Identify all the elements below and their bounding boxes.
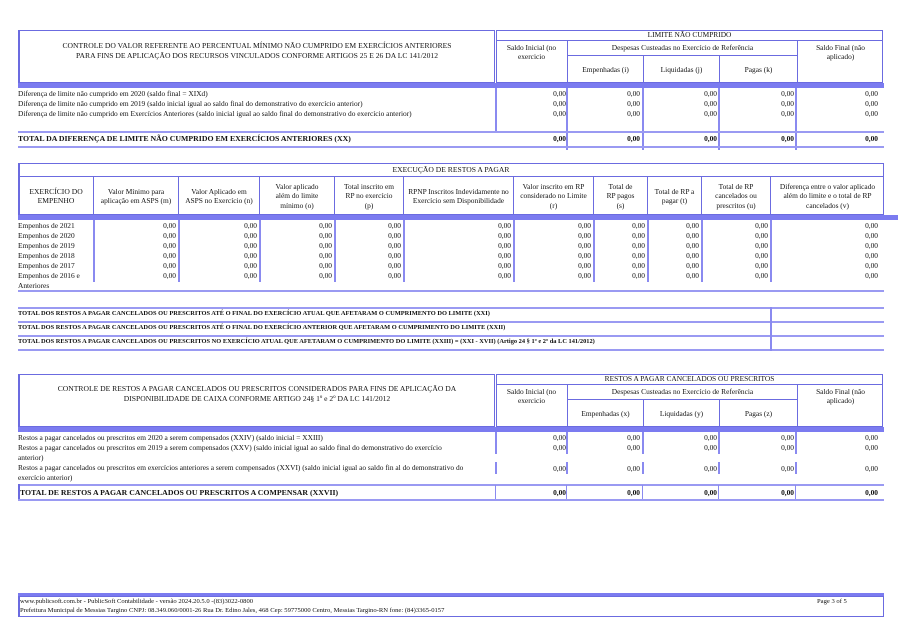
separator xyxy=(566,432,568,454)
section3-group-header: RESTOS A PAGAR CANCELADOS OU PRESCRITOS xyxy=(496,374,883,385)
section2-value: 0,00 xyxy=(632,251,645,260)
section2-value: 0,00 xyxy=(388,241,401,250)
section2-value: 0,00 xyxy=(632,271,645,280)
section1-total-label: TOTAL DA DIFERENÇA DE LIMITE NÃO CUMPRIDO EM EXERCÍCIOS ANTERIORES (XX) xyxy=(18,134,351,143)
section2-value: 0,00 xyxy=(163,261,176,270)
section2-value: 0,00 xyxy=(319,221,332,230)
separator xyxy=(718,485,719,499)
section1-value: 0,00 xyxy=(865,109,878,118)
section2-value: 0,00 xyxy=(163,271,176,280)
separator xyxy=(642,432,644,454)
section3-row-label: Restos a pagar cancelados ou prescritos em 2019 a serem compensados (XXV) (saldo inicial igual ao saldo final do demonstrativo do exercício anterior) xyxy=(18,443,442,462)
section1-despesas-header: Despesas Custeadas no Exercício de Referência xyxy=(568,41,797,56)
section1-total-value: 0,00 xyxy=(553,134,566,143)
section2-col-t: Total de RP a pagar (t) xyxy=(648,177,702,215)
section2-value: 0,00 xyxy=(319,271,332,280)
separator xyxy=(642,88,644,150)
separator xyxy=(795,88,797,150)
section2-row-label: Empenhos de 2019 xyxy=(18,241,75,250)
section1-total-rule-bottom xyxy=(18,146,884,148)
separator xyxy=(495,432,497,454)
section2-col-o: Valor aplicado além do limite mínimo (o) xyxy=(260,177,335,215)
separator xyxy=(718,432,720,454)
section2-group-header: EXECUÇÃO DE RESTOS A PAGAR xyxy=(18,163,884,177)
totals-rule xyxy=(18,349,884,351)
total-xxii-label: TOTAL DOS RESTOS A PAGAR CANCELADOS OU PRESCRITOS ATÉ O FINAL DO EXERCÍCIO ANTERIOR QUE AFETARAM O CUMPRIMENTO DO LIMITE (XXII) xyxy=(18,324,506,331)
section2-bottom-rule xyxy=(18,290,884,292)
section3-col-empenhadas: Empenhadas (x) xyxy=(568,400,644,427)
separator xyxy=(795,432,797,454)
section3-value: 0,00 xyxy=(781,443,794,452)
section3-col-saldo-final: Saldo Final (não aplicado) xyxy=(797,385,883,427)
section2-value: 0,00 xyxy=(755,271,768,280)
section3-total-value: 0,00 xyxy=(781,488,794,497)
separator xyxy=(770,307,772,351)
section2-col-rpnp: RPNP Inscritos Indevidamente no Exercício sem Disponibilidade xyxy=(404,177,514,215)
section1-value: 0,00 xyxy=(781,89,794,98)
totals-rule xyxy=(18,307,884,309)
section2-value: 0,00 xyxy=(319,241,332,250)
section2-value: 0,00 xyxy=(578,231,591,240)
section2-col-exercicio: EXERCÍCIO DO EMPENHO xyxy=(19,177,94,215)
section2-value: 0,00 xyxy=(865,271,878,280)
section2-value: 0,00 xyxy=(498,271,511,280)
section2-value: 0,00 xyxy=(319,261,332,270)
section1-value: 0,00 xyxy=(704,99,717,108)
section1-total-value: 0,00 xyxy=(704,134,717,143)
total-xxi-label: TOTAL DOS RESTOS A PAGAR CANCELADOS OU PRESCRITOS ATÉ O FINAL DO EXERCÍCIO ATUAL QUE AFETARAM O CUMPRIMENTO DO LIMITE (XXI) xyxy=(18,310,490,317)
section1-total-value: 0,00 xyxy=(781,134,794,143)
section1-group-header: LIMITE NÃO CUMPRIDO xyxy=(496,30,883,41)
section1-row-label: Diferença de limite não cumprido em 2019 (saldo inicial igual ao saldo final do demonstrativo do exercício anterior) xyxy=(18,99,363,108)
section2-value: 0,00 xyxy=(388,231,401,240)
separator xyxy=(495,88,497,132)
section3-value: 0,00 xyxy=(704,433,717,442)
section1-row-label: Diferença de limite não cumprido em Exercícios Anteriores (saldo inicial igual ao saldo final do demonstrativo do exercício anterior) xyxy=(18,109,412,118)
section2-value: 0,00 xyxy=(686,231,699,240)
section1-header-rule xyxy=(18,83,884,88)
section2-value: 0,00 xyxy=(686,221,699,230)
section2-row-label: Empenhos de 2018 xyxy=(18,251,75,260)
section1-col-saldo-inicial: Saldo Inicial (no exercicio xyxy=(496,41,568,83)
section2-col-s: Total de RP pagos (s) xyxy=(594,177,648,215)
section2-value: 0,00 xyxy=(163,251,176,260)
section3-total-label: TOTAL DE RESTOS A PAGAR CANCELADOS OU PRESCRITOS A COMPENSAR (XXVII) xyxy=(20,488,339,497)
section1-value: 0,00 xyxy=(553,109,566,118)
section2-value: 0,00 xyxy=(632,221,645,230)
separator xyxy=(642,485,643,499)
section2-value: 0,00 xyxy=(755,251,768,260)
section1-total-rule-top xyxy=(18,131,884,133)
section2-value: 0,00 xyxy=(578,241,591,250)
section3-total-rule-bottom xyxy=(18,499,884,501)
section1-col-liquidadas: Liquidadas (j) xyxy=(644,56,720,83)
separator xyxy=(403,220,405,282)
section3-title-box xyxy=(18,374,495,427)
section2-value: 0,00 xyxy=(244,251,257,260)
page-number: Page 3 of 5 xyxy=(817,598,847,605)
section1-title-box xyxy=(18,30,495,83)
section2-value: 0,00 xyxy=(244,221,257,230)
section1-value: 0,00 xyxy=(704,89,717,98)
section2-row-label: Empenhos de 2017 xyxy=(18,261,75,270)
section3-value: 0,00 xyxy=(704,443,717,452)
section2-value: 0,00 xyxy=(865,231,878,240)
section3-total-value: 0,00 xyxy=(553,488,566,497)
section2-value: 0,00 xyxy=(865,261,878,270)
separator xyxy=(566,88,568,150)
section3-value: 0,00 xyxy=(553,443,566,452)
section2-col-u: Total de RP cancelados ou prescritos (u) xyxy=(702,177,771,215)
section2-value: 0,00 xyxy=(755,241,768,250)
section2-value: 0,00 xyxy=(388,221,401,230)
section2-value: 0,00 xyxy=(578,251,591,260)
totals-rule xyxy=(18,321,884,323)
section1-value: 0,00 xyxy=(865,89,878,98)
separator xyxy=(795,485,796,499)
section2-value: 0,00 xyxy=(865,221,878,230)
section3-value: 0,00 xyxy=(627,433,640,442)
section3-value: 0,00 xyxy=(781,433,794,442)
section2-value: 0,00 xyxy=(319,231,332,240)
section2-value: 0,00 xyxy=(244,241,257,250)
section2-value: 0,00 xyxy=(498,231,511,240)
section2-value: 0,00 xyxy=(163,241,176,250)
section3-col-liquidadas: Liquidadas (y) xyxy=(644,400,720,427)
section1-value: 0,00 xyxy=(627,99,640,108)
section2-value: 0,00 xyxy=(578,221,591,230)
section1-value: 0,00 xyxy=(865,99,878,108)
section1-row-label: Diferença de limite não cumprido em 2020 (saldo final = XIXd) xyxy=(18,89,208,98)
section2-col-p: Total inscrito em RP no exercício (p) xyxy=(335,177,404,215)
section3-col-pagas: Pagas (z) xyxy=(744,408,773,418)
section1-total-value: 0,00 xyxy=(865,134,878,143)
section1-title-line2: PARA FINS DE APLICAÇÃO DOS RECURSOS VINCULADOS CONFORME ARTIGOS 25 E 26 DA LC 141/2012 xyxy=(76,51,438,61)
section2-value: 0,00 xyxy=(163,221,176,230)
section1-col-saldo-final: Saldo Final (não aplicado) xyxy=(797,41,883,83)
section2-value: 0,00 xyxy=(319,251,332,260)
section1-value: 0,00 xyxy=(704,109,717,118)
totals-rule xyxy=(18,335,884,337)
separator xyxy=(334,220,336,282)
separator xyxy=(178,220,180,282)
section3-row-label: Restos a pagar cancelados ou prescritos em exercícios anteriores a serem compensados (XXVI) (saldo inicial igual ao saldo fin al do demonstrativo do exercício anterior) xyxy=(18,463,464,482)
section1-value: 0,00 xyxy=(553,99,566,108)
section3-total-value: 0,00 xyxy=(865,488,878,497)
section3-value: 0,00 xyxy=(553,464,566,473)
section1-value: 0,00 xyxy=(627,109,640,118)
section3-title-line2: DISPONIBILIDADE DE CAIXA CONFORME ARTIGO 24§ 1º e 2º DA LC 141/2012 xyxy=(123,394,391,404)
section2-value: 0,00 xyxy=(163,231,176,240)
section2-col-r: Valor inscrito em RP considerado no Limite (r) xyxy=(514,177,594,215)
section1-value: 0,00 xyxy=(627,89,640,98)
section2-value: 0,00 xyxy=(632,241,645,250)
section2-value: 0,00 xyxy=(865,251,878,260)
section2-value: 0,00 xyxy=(686,241,699,250)
section1-col-empenhadas: Empenhadas (i) xyxy=(568,56,644,83)
separator xyxy=(566,485,567,499)
separator xyxy=(718,462,720,474)
section3-value: 0,00 xyxy=(865,433,878,442)
separator xyxy=(495,462,497,474)
section2-row-label: Empenhos de 2021 xyxy=(18,221,75,230)
separator xyxy=(795,462,797,474)
section2-value: 0,00 xyxy=(244,231,257,240)
separator xyxy=(701,220,703,282)
section1-value: 0,00 xyxy=(781,99,794,108)
separator xyxy=(647,220,649,282)
section1-title-line1: CONTROLE DO VALOR REFERENTE AO PERCENTUAL MÍNIMO NÃO CUMPRIDO EM EXERCÍCIOS ANTERIORES xyxy=(62,41,452,50)
section2-row-label: Empenhos de 2016 e Anteriores xyxy=(18,271,80,290)
section1-value: 0,00 xyxy=(781,109,794,118)
footer-line2: Prefeitura Municipal de Messias Targino CNPJ: 08.349.060/0001-26 Rua Dr. Edino Jales, 468 Cep: 59775000 Centro, Messias Targino-RN fone: (84)3365-0157 xyxy=(20,607,445,614)
separator xyxy=(593,220,595,282)
section2-value: 0,00 xyxy=(244,261,257,270)
section1-value: 0,00 xyxy=(553,89,566,98)
section2-value: 0,00 xyxy=(578,271,591,280)
section2-value: 0,00 xyxy=(388,271,401,280)
section3-value: 0,00 xyxy=(865,443,878,452)
section2-value: 0,00 xyxy=(244,271,257,280)
section2-value: 0,00 xyxy=(388,251,401,260)
section2-value: 0,00 xyxy=(865,241,878,250)
section2-value: 0,00 xyxy=(498,241,511,250)
section3-value: 0,00 xyxy=(627,464,640,473)
separator xyxy=(259,220,261,282)
section3-value: 0,00 xyxy=(704,464,717,473)
section2-col-n: Valor Aplicado em ASPS no Exercício (n) xyxy=(179,177,260,215)
section1-total-value: 0,00 xyxy=(627,134,640,143)
section3-header-rule xyxy=(18,427,884,432)
section2-value: 0,00 xyxy=(686,251,699,260)
section3-total-value: 0,00 xyxy=(704,488,717,497)
section2-value: 0,00 xyxy=(686,261,699,270)
section2-value: 0,00 xyxy=(498,261,511,270)
section2-value: 0,00 xyxy=(388,261,401,270)
section2-value: 0,00 xyxy=(498,221,511,230)
section2-col-m: Valor Mínimo para aplicação em ASPS (m) xyxy=(94,177,179,215)
footer-line1: www.publicsoft.com.br - PublicSoft Contabilidade - versão 2024.20.5.0 -(83)3022-0800 xyxy=(20,598,254,605)
section2-value: 0,00 xyxy=(578,261,591,270)
section2-value: 0,00 xyxy=(498,251,511,260)
section3-total-value: 0,00 xyxy=(627,488,640,497)
separator xyxy=(642,462,644,474)
section2-col-v: Diferença entre o valor aplicado além do limite e o total de RP cancelados (v) xyxy=(779,182,876,210)
separator xyxy=(93,220,95,282)
section2-value: 0,00 xyxy=(632,261,645,270)
section2-value: 0,00 xyxy=(755,231,768,240)
section2-value: 0,00 xyxy=(632,231,645,240)
separator xyxy=(513,220,515,282)
section3-col-saldo-inicial: Saldo Inicial (no exercicio xyxy=(496,385,568,427)
separator xyxy=(566,462,568,474)
section3-value: 0,00 xyxy=(553,433,566,442)
section3-value: 0,00 xyxy=(627,443,640,452)
section2-value: 0,00 xyxy=(755,261,768,270)
section3-row-label: Restos a pagar cancelados ou prescritos em 2020 a serem compensados (XXIV) (saldo inicial = XXIII) xyxy=(18,433,323,442)
total-xxiii-label: TOTAL DOS RESTOS A PAGAR CANCELADOS OU PRESCRITOS NO EXERCÍCIO ATUAL QUE AFETARAM O CUMPRIMENTO DO LIMITE (XXIII) = (XXI - XVII) (Artigo 24 § 1º e 2º da LC 141/2012) xyxy=(18,338,595,345)
section3-title-line1: CONTROLE DE RESTOS A PAGAR CANCELADOS OU PRESCRITOS CONSIDERADOS PARA FINS DE APLICAÇÃO DA xyxy=(57,384,457,393)
section3-despesas-header: Despesas Custeadas no Exercício de Referência xyxy=(568,385,797,400)
section3-value: 0,00 xyxy=(781,464,794,473)
section2-value: 0,00 xyxy=(686,271,699,280)
section1-col-pagas: Pagas (k) xyxy=(744,64,773,74)
section3-value: 0,00 xyxy=(865,464,878,473)
section2-header-rule xyxy=(18,215,898,220)
separator xyxy=(495,485,496,499)
separator xyxy=(770,220,772,282)
section2-value: 0,00 xyxy=(755,221,768,230)
section2-row-label: Empenhos de 2020 xyxy=(18,231,75,240)
